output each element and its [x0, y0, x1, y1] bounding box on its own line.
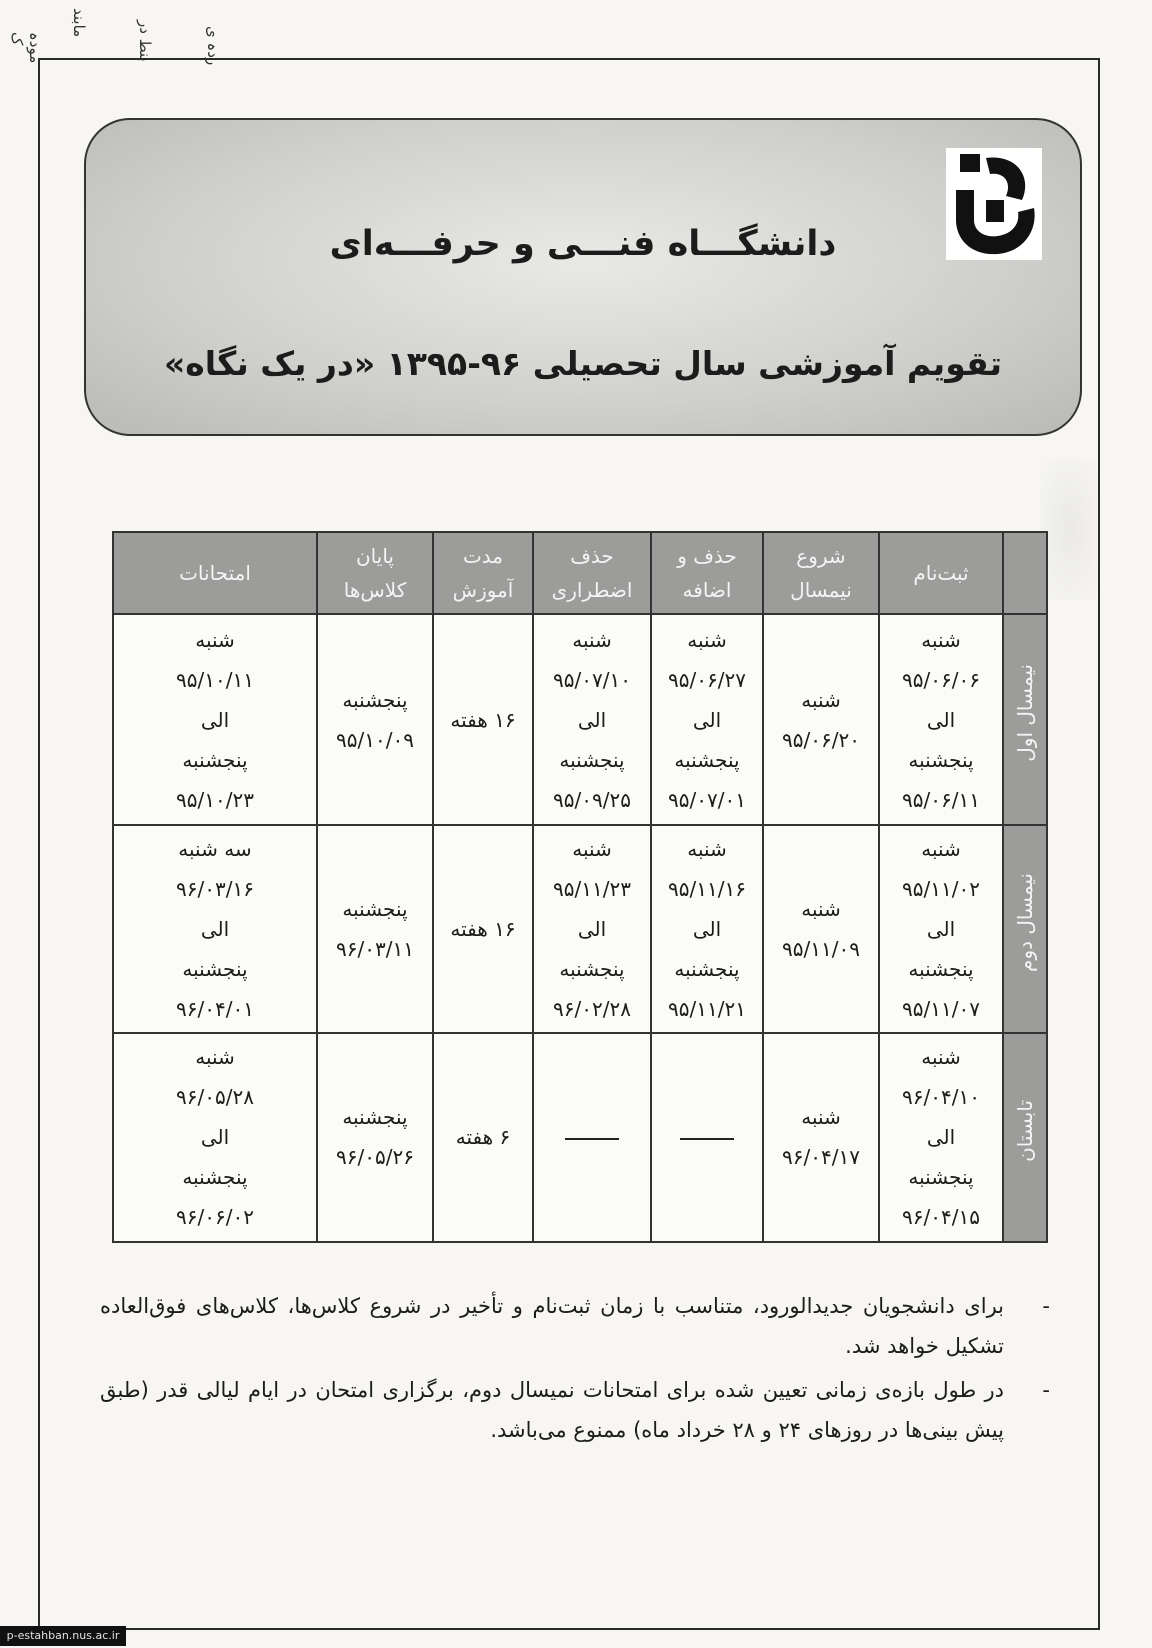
- empty-dash: [680, 1138, 734, 1140]
- cell-add-drop: شنبه ۹۵/۱۱/۱۶ الی پنجشنبه ۹۵/۱۱/۲۱: [651, 825, 763, 1032]
- cell-exams: شنبه ۹۵/۱۰/۱۱ الی پنجشنبه ۹۵/۱۰/۲۳: [113, 614, 317, 825]
- notes-section: [100, 1286, 1050, 1454]
- cell-add-drop: [651, 1033, 763, 1242]
- cell-registration: شنبه ۹۶/۰۴/۱۰ الی پنجشنبه ۹۶/۰۴/۱۵: [879, 1033, 1003, 1242]
- note-item: [100, 1286, 1050, 1366]
- note-text: برای دانشجویان جدیدالورود، متناسب با زمان ثبت‌نام و تأخیر در شروع کلاس‌ها، کلاس‌های فوق‌العاده تشکیل خواهد شد.: [100, 1294, 1004, 1358]
- cell-add-drop: شنبه ۹۵/۰۶/۲۷ الی پنجشنبه ۹۵/۰۷/۰۱: [651, 614, 763, 825]
- cell-classes-end: پنجشنبه ۹۶/۰۵/۲۶: [317, 1033, 433, 1242]
- col-header-emergency-drop: حذف اضطراری: [533, 532, 651, 614]
- note-bullet: -: [1042, 1294, 1050, 1318]
- header-corner-cell: [1003, 532, 1047, 614]
- cell-registration: شنبه ۹۵/۰۶/۰۶ الی پنجشنبه ۹۵/۰۶/۱۱: [879, 614, 1003, 825]
- empty-dash: [565, 1138, 619, 1140]
- row-label-semester-2: نیمسال دوم: [1003, 825, 1047, 1032]
- cell-emergency-drop: شنبه ۹۵/۱۱/۲۳ الی پنجشنبه ۹۶/۰۲/۲۸: [533, 825, 651, 1032]
- calendar-title: تقویم آموزشی سال تحصیلی ۹۶-۱۳۹۵ «در یک نگاه»: [163, 344, 1003, 383]
- cell-duration: ۱۶ هفته: [433, 614, 533, 825]
- cell-registration: شنبه ۹۵/۱۱/۰۲ الی پنجشنبه ۹۵/۱۱/۰۷: [879, 825, 1003, 1032]
- cell-duration: ۶ هفته: [433, 1033, 533, 1242]
- paper-stain: [1040, 460, 1100, 600]
- table-row: [113, 614, 1047, 825]
- note-item: [100, 1370, 1050, 1450]
- cell-duration: ۱۶ هفته: [433, 825, 533, 1032]
- col-header-exams: امتحانات: [113, 532, 317, 614]
- cell-classes-end: پنجشنبه ۹۶/۰۳/۱۱: [317, 825, 433, 1032]
- table-row: [113, 1033, 1047, 1242]
- cell-classes-end: پنجشنبه ۹۵/۱۰/۰۹: [317, 614, 433, 825]
- col-header-registration: ثبت‌نام: [879, 532, 1003, 614]
- academic-calendar-table: [112, 531, 1048, 1243]
- university-title: دانشگـــاه فنـــی و حرفـــه‌ای: [329, 224, 837, 264]
- cell-emergency-drop: شنبه ۹۵/۰۷/۱۰ الی پنجشنبه ۹۵/۰۹/۲۵: [533, 614, 651, 825]
- cell-exams: شنبه ۹۶/۰۵/۲۸ الی پنجشنبه ۹۶/۰۶/۰۲: [113, 1033, 317, 1242]
- table-row: [113, 825, 1047, 1032]
- col-header-semester-start: شروع نیمسال: [763, 532, 879, 614]
- col-header-add-drop: حذف و اضافه: [651, 532, 763, 614]
- margin-note: مودہ ک: [8, 32, 44, 64]
- header-box: [84, 118, 1082, 436]
- margin-note: بنط در: [136, 20, 154, 62]
- col-header-classes-end: پایان کلاس‌ها: [317, 532, 433, 614]
- cell-semester-start: شنبه ۹۵/۱۱/۰۹: [763, 825, 879, 1032]
- row-label-semester-1: نیمسال اول: [1003, 614, 1047, 825]
- cell-emergency-drop: [533, 1033, 651, 1242]
- margin-note: ردہ ی: [204, 26, 222, 66]
- cell-semester-start: شنبه ۹۶/۰۴/۱۷: [763, 1033, 879, 1242]
- row-label-summer: تابستان: [1003, 1033, 1047, 1242]
- note-text: در طول بازه‌ی زمانی تعیین شده برای امتحانات نمیسال دوم، برگزاری امتحان در ایام لیالی قدر (طبق پیش بینی‌ها در روزهای ۲۴ و ۲۸ خرداد ماه) ممنوع می‌باشد.: [100, 1378, 1004, 1442]
- col-header-duration: مدت آموزش: [433, 532, 533, 614]
- cell-semester-start: شنبه ۹۵/۰۶/۲۰: [763, 614, 879, 825]
- cell-exams: سه شنبه ۹۶/۰۳/۱۶ الی پنجشنبه ۹۶/۰۴/۰۱: [113, 825, 317, 1032]
- footer-url: p-estahban.nus.ac.ir: [0, 1626, 126, 1646]
- note-bullet: -: [1042, 1378, 1050, 1402]
- margin-note: مابند: [70, 8, 88, 38]
